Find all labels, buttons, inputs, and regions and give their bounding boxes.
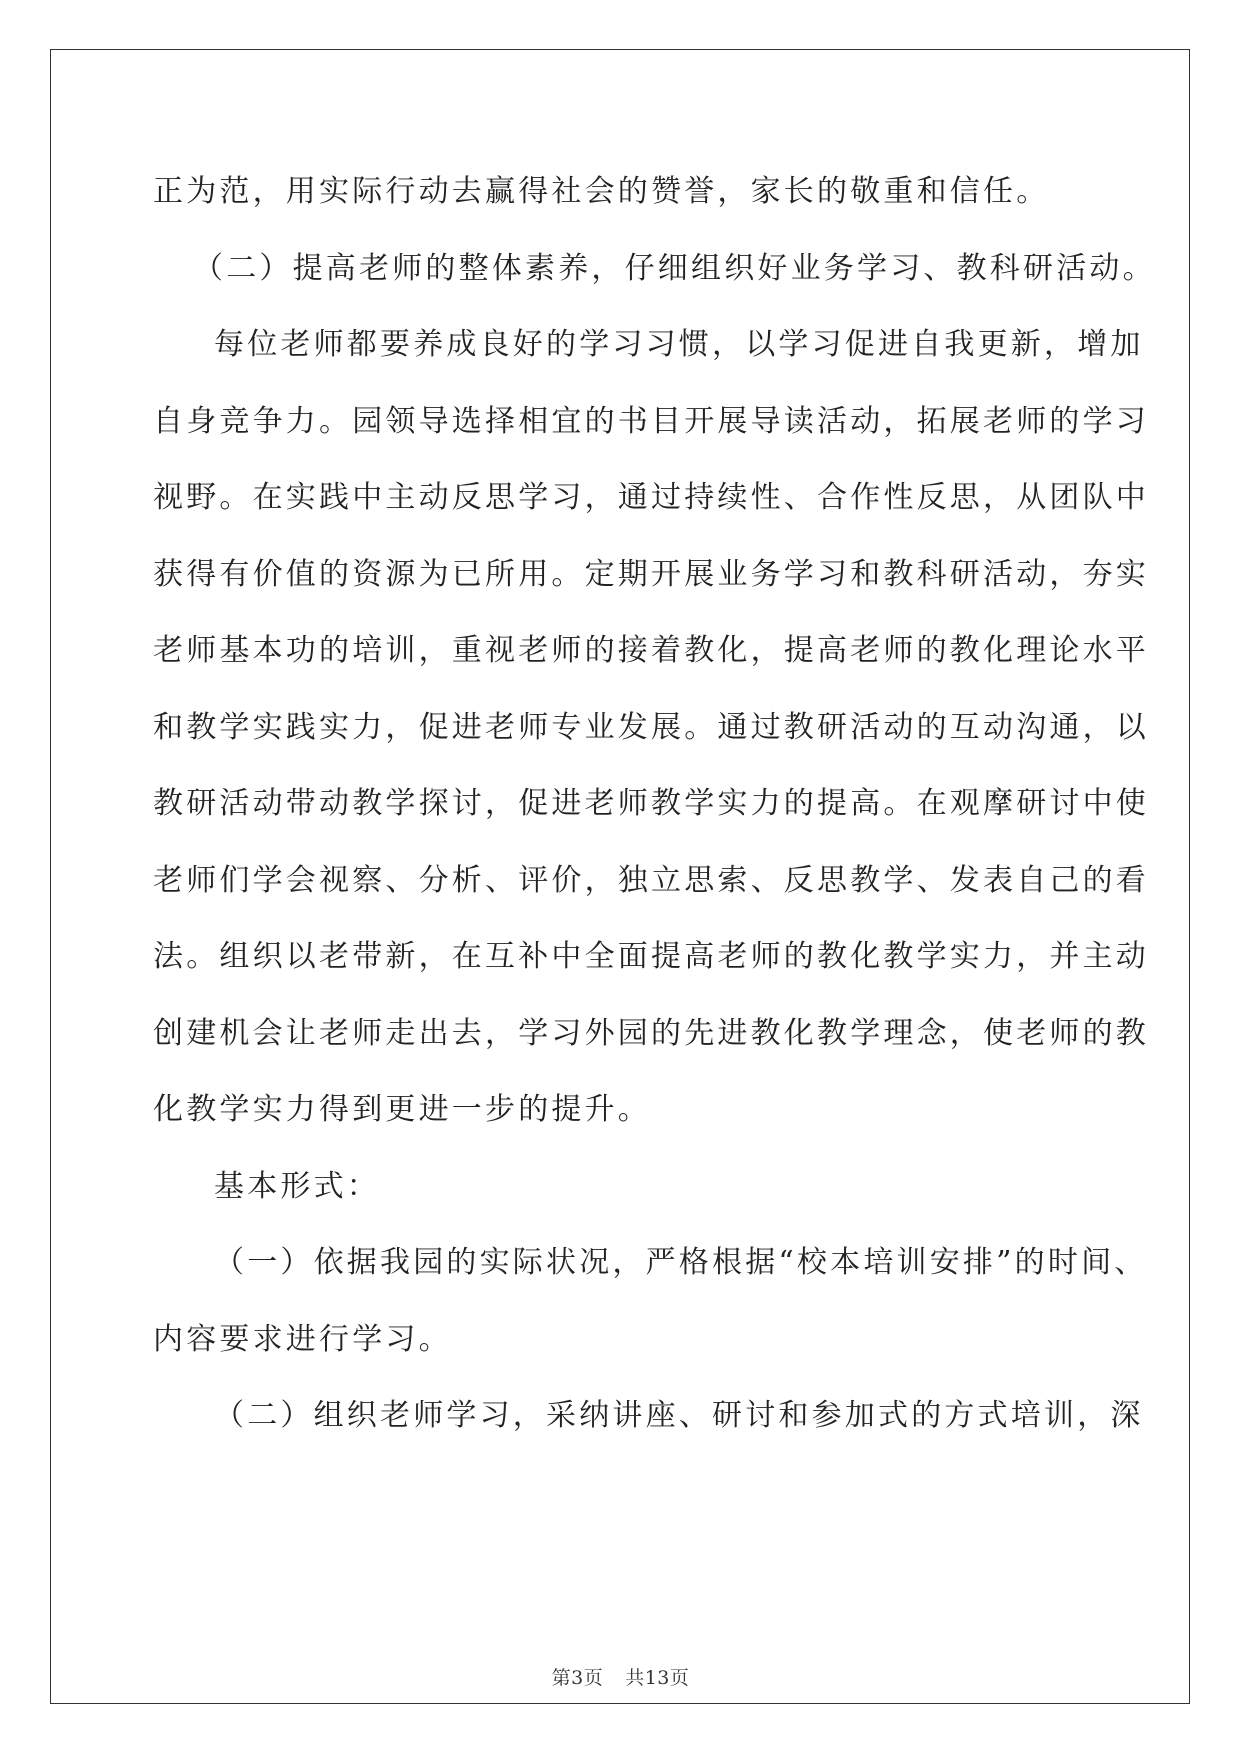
text-line: 获得有价值的资源为已所用。定期开展业务学习和教科研活动，夯实 [153,557,1149,592]
text-line: 化教学实力得到更进一步的提升。 [153,1092,651,1127]
text-line: 自身竞争力。园领导选择相宜的书目开展导读活动，拓展老师的学习 [153,404,1149,439]
text-line: 教研活动带动教学探讨，促进老师教学实力的提高。在观摩研讨中使 [153,786,1149,821]
text-line: 法。组织以老带新，在互补中全面提高老师的教化教学实力，并主动 [153,939,1149,974]
text-line: 创建机会让老师走出去，学习外园的先进教化教学理念，使老师的教 [153,1016,1149,1051]
text-line: 和教学实践实力，促进老师专业发展。通过教研活动的互动沟通，以 [153,710,1149,745]
paragraph-first-line: （一）依据我园的实际状况，严格根据“校本培训安排”的时间、 [214,1245,1148,1280]
page-footer [0,1666,1241,1690]
text-line: 视野。在实践中主动反思学习，通过持续性、合作性反思，从团队中 [153,480,1149,515]
paragraph-first-line: 每位老师都要养成良好的学习习惯，以学习促进自我更新，增加 [214,327,1144,362]
paragraph-first-line: （二）组织老师学习，采纳讲座、研讨和参加式的方式培训，深 [214,1398,1144,1433]
page-number: 第3页 [551,1667,604,1689]
paragraph-first-line: 基本形式： [214,1169,380,1204]
text-line: 老师们学会视察、分析、评价，独立思索、反思教学、发表自己的看 [153,863,1149,898]
text-line: 老师基本功的培训，重视老师的接着教化，提高老师的教化理论水平 [153,633,1149,668]
text-line: 内容要求进行学习。 [153,1322,452,1357]
text-line: 正为范，用实际行动去赢得社会的赞誉，家长的敬重和信任。 [153,174,1050,209]
page-total: 共13页 [625,1667,690,1689]
section-heading: （二）提高老师的整体素养，仔细组织好业务学习、教科研活动。 [193,251,1156,286]
